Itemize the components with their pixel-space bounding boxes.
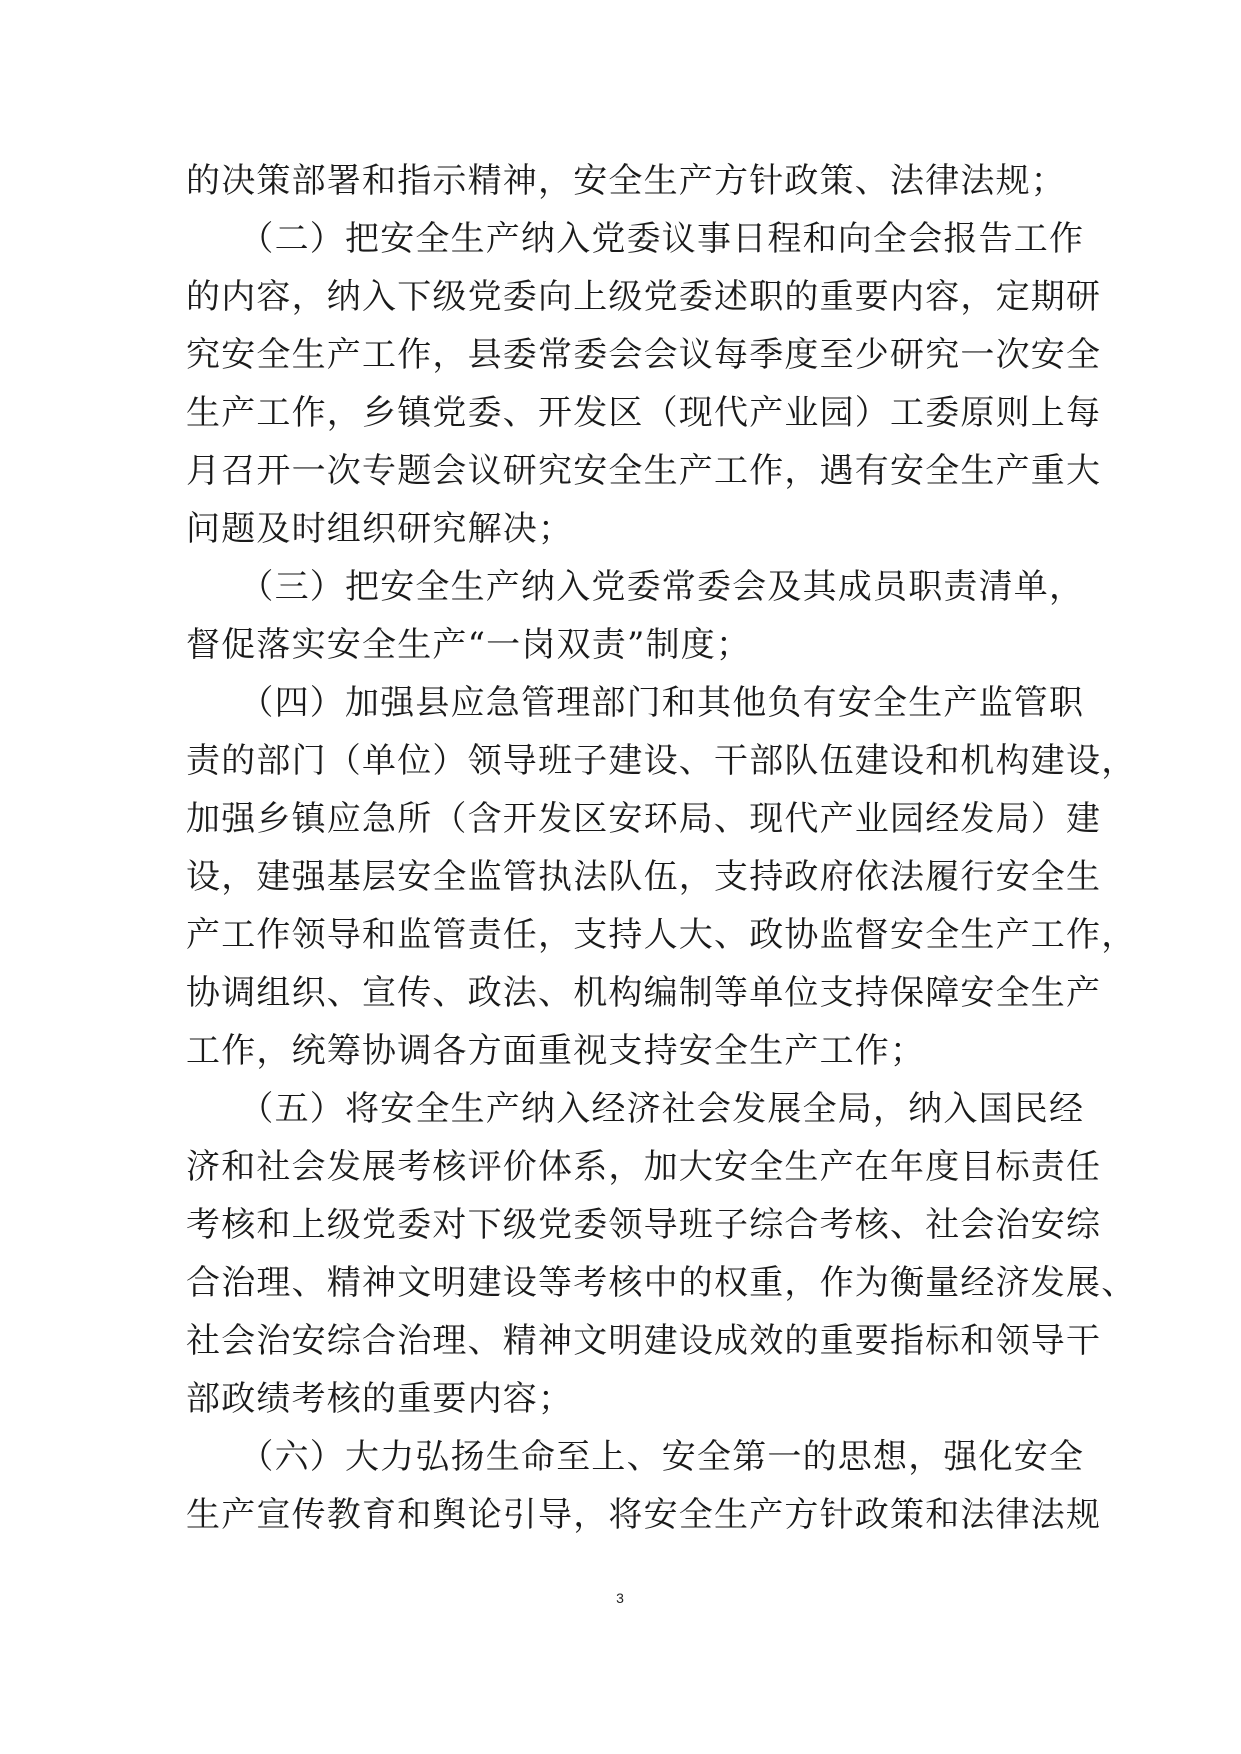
text-line-1: 的决策部署和指示精神，安全生产方针政策、法律法规；: [186, 161, 1066, 201]
text-line-15: 协调组织、宣传、政法、机构编制等单位支持保障安全生产: [186, 973, 1102, 1013]
text-line-10: （四）加强县应急管理部门和其他负有安全生产监管职: [186, 683, 1085, 723]
text-line-22: 部政绩考核的重要内容；: [186, 1379, 574, 1419]
text-line-21: 社会治安综合治理、精神文明建设成效的重要指标和领导干: [186, 1321, 1102, 1361]
text-line-18: 济和社会发展考核评价体系，加大安全生产在年度目标责任: [186, 1147, 1102, 1187]
text-line-3: 的内容，纳入下级党委向上级党委述职的重要内容，定期研: [186, 277, 1102, 317]
page-number: 3: [616, 1590, 624, 1606]
text-line-19: 考核和上级党委对下级党委领导班子综合考核、社会治安综: [186, 1205, 1102, 1245]
text-line-11: 责的部门（单位）领导班子建设、干部队伍建设和机构建设，: [186, 741, 1137, 781]
text-line-2: （二）把安全生产纳入党委议事日程和向全会报告工作: [186, 219, 1085, 259]
text-line-16: 工作，统筹协调各方面重视支持安全生产工作；: [186, 1031, 926, 1071]
text-line-8: （三）把安全生产纳入党委常委会及其成员职责清单，: [186, 567, 1085, 607]
text-line-24: 生产宣传教育和舆论引导，将安全生产方针政策和法律法规: [186, 1495, 1102, 1535]
text-line-12: 加强乡镇应急所（含开发区安环局、现代产业园经发局）建: [186, 799, 1102, 839]
text-line-13: 设，建强基层安全监管执法队伍，支持政府依法履行安全生: [186, 857, 1102, 897]
text-line-6: 月召开一次专题会议研究安全生产工作，遇有安全生产重大: [186, 451, 1102, 491]
text-line-9: 督促落实安全生产“一岗双责”制度；: [186, 625, 752, 665]
text-line-4: 究安全生产工作，县委常委会会议每季度至少研究一次安全: [186, 335, 1102, 375]
text-line-14: 产工作领导和监管责任，支持人大、政协监督安全生产工作，: [186, 915, 1137, 955]
text-line-7: 问题及时组织研究解决；: [186, 509, 574, 549]
text-line-17: （五）将安全生产纳入经济社会发展全局，纳入国民经: [186, 1089, 1085, 1129]
text-line-20: 合治理、精神文明建设等考核中的权重，作为衡量经济发展、: [186, 1263, 1137, 1303]
text-line-5: 生产工作，乡镇党委、开发区（现代产业园）工委原则上每: [186, 393, 1102, 433]
text-line-23: （六）大力弘扬生命至上、安全第一的思想，强化安全: [186, 1437, 1085, 1477]
